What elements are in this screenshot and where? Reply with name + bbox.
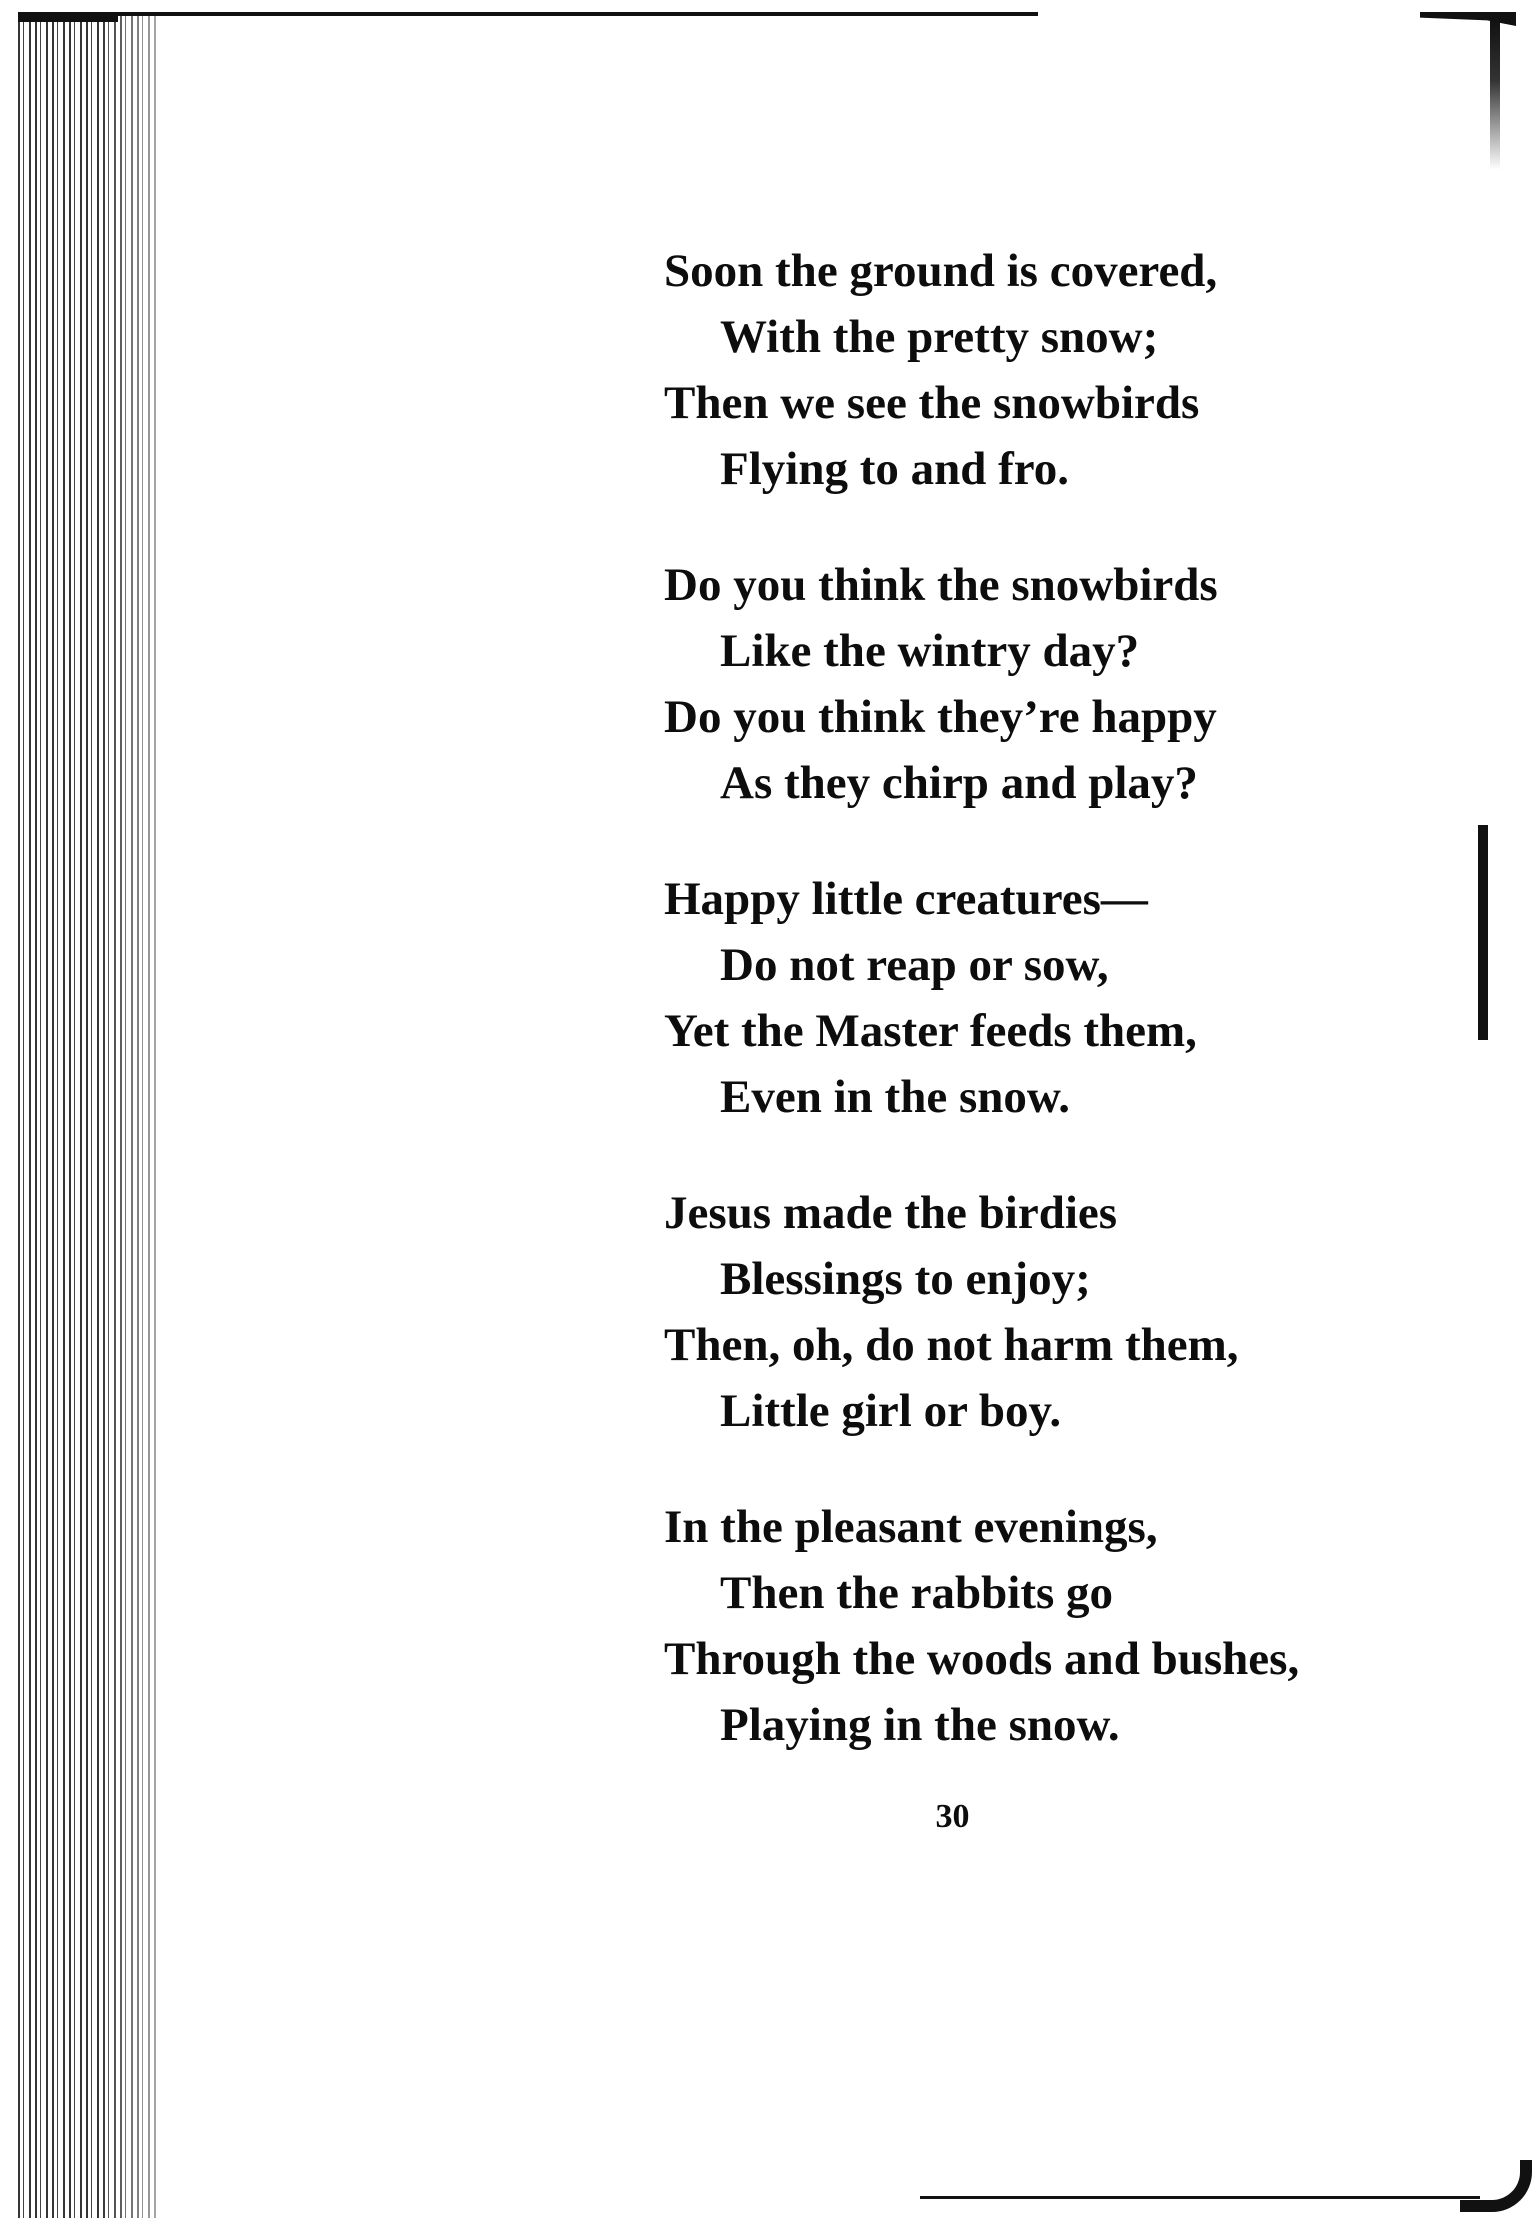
poem-line: Do not reap or sow, [720,939,1109,991]
poem-line: With the pretty snow; [720,311,1159,363]
poem-line: Playing in the snow. [720,1699,1120,1751]
poem-line: Do you think they’re happy [664,691,1217,743]
top-right-corner-mark [1420,12,1516,26]
top-edge-corner [18,12,118,22]
poem-line: Happy little creatures— [664,873,1148,925]
poem-line: Little girl or boy. [720,1385,1062,1437]
poem-line: Soon the ground is covered, [664,245,1218,297]
poem-line: Jesus made the birdies [664,1187,1118,1239]
stanza-4 [664,1180,1384,1444]
poem-line: Like the wintry day? [720,625,1140,677]
stanza-2 [664,552,1384,816]
poem-line: Yet the Master feeds them, [664,1005,1197,1057]
stanza-1 [664,238,1384,502]
poem-line: Then, oh, do not harm them, [664,1319,1239,1371]
poem-line: Even in the snow. [720,1071,1070,1123]
poem-line: As they chirp and play? [720,757,1198,809]
bottom-edge-rule [920,2196,1480,2199]
poem-line: Blessings to enjoy; [720,1253,1091,1305]
poem-line: Do you think the snowbirds [664,559,1218,611]
poem-line: Then we see the snowbirds [664,377,1200,429]
stanza-3 [664,866,1384,1130]
binding-edge-fade [100,14,160,2218]
poem-line: Flying to and fro. [720,443,1070,495]
page-number: 30 [935,1798,970,1835]
poem-line: Then the rabbits go [720,1567,1114,1619]
poem [664,238,1384,1808]
top-edge-rule [18,12,1038,16]
right-edge-mark [1478,825,1488,1040]
top-right-edge-mark [1490,20,1500,170]
poem-line: Through the woods and bushes, [664,1633,1300,1685]
poem-line: In the pleasant evenings, [664,1501,1158,1553]
bottom-right-curl-mark [1460,2160,1532,2212]
stanza-5 [664,1494,1384,1758]
